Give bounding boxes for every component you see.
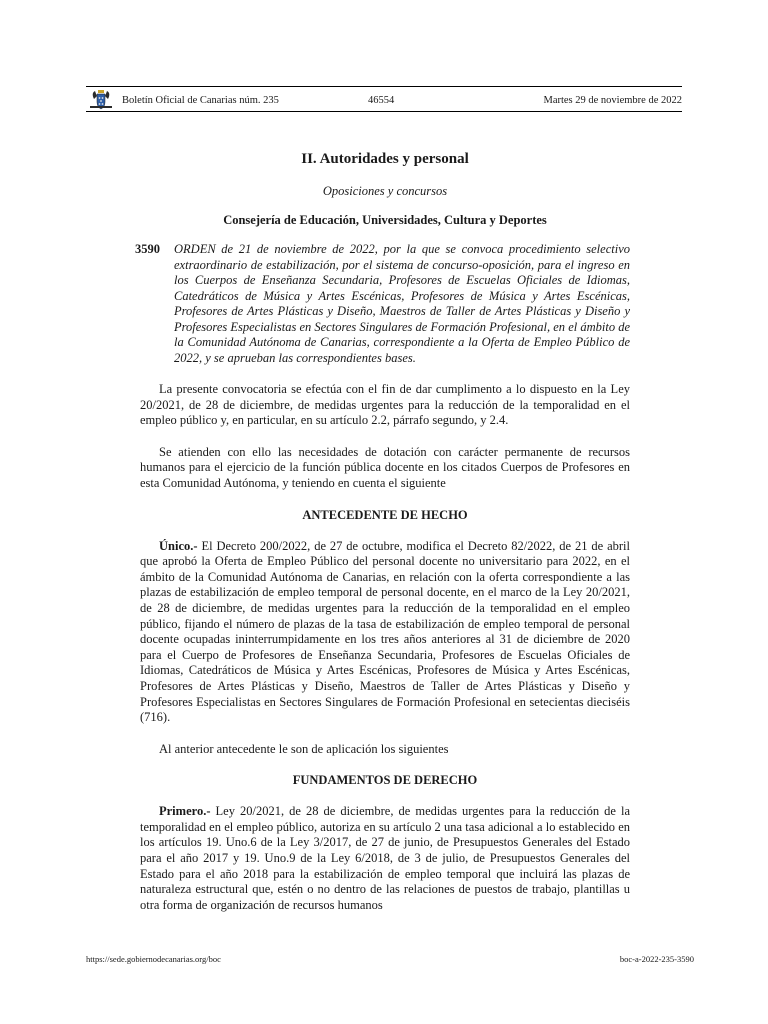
- document-body: [135, 150, 630, 929]
- fundamentos-lead: Primero.-: [159, 804, 211, 819]
- order-summary: ORDEN de 21 de noviembre de 2022, por la que se convoca procedimiento selectivo extraordinario de estabilización, por el sistema de concurso-oposición, para el ingreso en los Cuerpos de Enseñanza Secundaria, Profesores de Escuelas Oficiales de Idiomas, Catedráticos de Música y Artes Escénicas, Profesores de Música y Artes Escénicas, Profesores de Artes Plásticas y Diseño, Maestros de Taller de Artes Plásticas y Diseño y Profesores Especialistas en Sectores Singulares de Formación Profesional, en el ámbito de la Comunidad Autónoma de Canarias, correspondiente a la Oferta de Empleo Público de 2022, y se aprueban las correspondientes bases.: [174, 242, 630, 365]
- footer-document-code: boc-a-2022-235-3590: [619, 954, 694, 964]
- header-rule-bottom: [86, 111, 682, 112]
- antecedente-text: El Decreto 200/2022, de 27 de octubre, modifica el Decreto 82/2022, de 21 de abril que aprobó la Oferta de Empleo Público del personal docente no universitario para 2022, en el ámbito de la Comunidad Autónoma de Canarias, en relación con la oferta correspondiente a las plazas de estabilización de empleo temporal de personal docente, en el marco de la Ley 20/2021, de 28 de diciembre, de medidas urgentes para la reducción de la temporalidad en el empleo público, fijando el número de plazas de la tasa de estabilización de empleo temporal de personal docente ocupadas ininterrumpidamente en los tres años anteriores al 31 de diciembre de 2020 para el Cuerpo de Profesores de Enseñanza Secundaria, Profesores de Escuelas Oficiales de Idiomas, Catedráticos de Música y Artes Escénicas, Profesores de Música y Artes Escénicas, Profesores de Artes Plásticas y Diseño, Maestros de Taller de Artes Plásticas y Diseño y Profesores Especialistas en Sectores Singulares de Formación Profesional en setecientas dieciséis (716).: [140, 538, 630, 725]
- intro-paragraph-1: La presente convocatoria se efectúa con el fin de dar cumplimento a lo dispuesto en la Ley 20/2021, de 28 de diciembre, de medidas urgentes para la reducción de la temporalidad en el empleo público y, en particular, en su artículo 2.2, párrafo segundo, y 2.4.: [140, 382, 630, 428]
- header-page-number: 46554: [368, 95, 395, 106]
- footer-url-link[interactable]: https://sede.gobiernodecanarias.org/boc: [86, 954, 221, 964]
- section-title: II. Autoridades y personal: [301, 151, 469, 167]
- section-subtitle: Oposiciones y concursos: [322, 184, 448, 198]
- issuing-body: Consejería de Educación, Universidades, Cultura y Deportes: [223, 213, 547, 227]
- intro-paragraph-2: Se atienden con ello las necesidades de dotación con carácter permanente de recursos humanos para el ejercicio de la función pública docente en los citados Cuerpos de Profesores en esta Comunidad Autónoma, y teniendo en cuenta el siguiente: [140, 444, 630, 490]
- fundamentos-text: Ley 20/2021, de 28 de diciembre, de medidas urgentes para la reducción de la temporalidad en el empleo público, autoriza en su artículo 2 una tasa adicional a lo establecido en los artículos 19. Uno.6 de la Ley 3/2017, de 27 de junio, de Presupuestos Generales del Estado para el año 2017 y 19. Uno.9 de la Ley 6/2018, de 3 de julio, de Presupuestos Generales del Estado para el año 2018 para la estabilización de empleo temporal que incluirá las plazas de naturaleza estructural que, estén o no dentro de las relaciones de puestos de trabajo, plantillas u otra forma de organización de recursos humanos: [140, 804, 630, 912]
- page-header: [86, 86, 682, 112]
- fundamentos-heading: FUNDAMENTOS DE DERECHO: [292, 773, 478, 788]
- antecedente-heading: ANTECEDENTE DE HECHO: [302, 507, 468, 522]
- header-rule-top: [86, 86, 682, 87]
- header-publication: Boletín Oficial de Canarias núm. 235: [122, 95, 279, 106]
- antecedente-closing: Al anterior antecedente le son de aplicación los siguientes: [159, 741, 449, 756]
- header-date: Martes 29 de noviembre de 2022: [543, 95, 682, 106]
- order-number: 3590: [135, 242, 160, 256]
- order-block: [135, 242, 630, 366]
- antecedente-paragraph: [140, 539, 630, 726]
- coat-of-arms-icon: [88, 89, 114, 110]
- antecedente-lead: Único.-: [159, 538, 198, 553]
- fundamentos-paragraph: [140, 804, 630, 913]
